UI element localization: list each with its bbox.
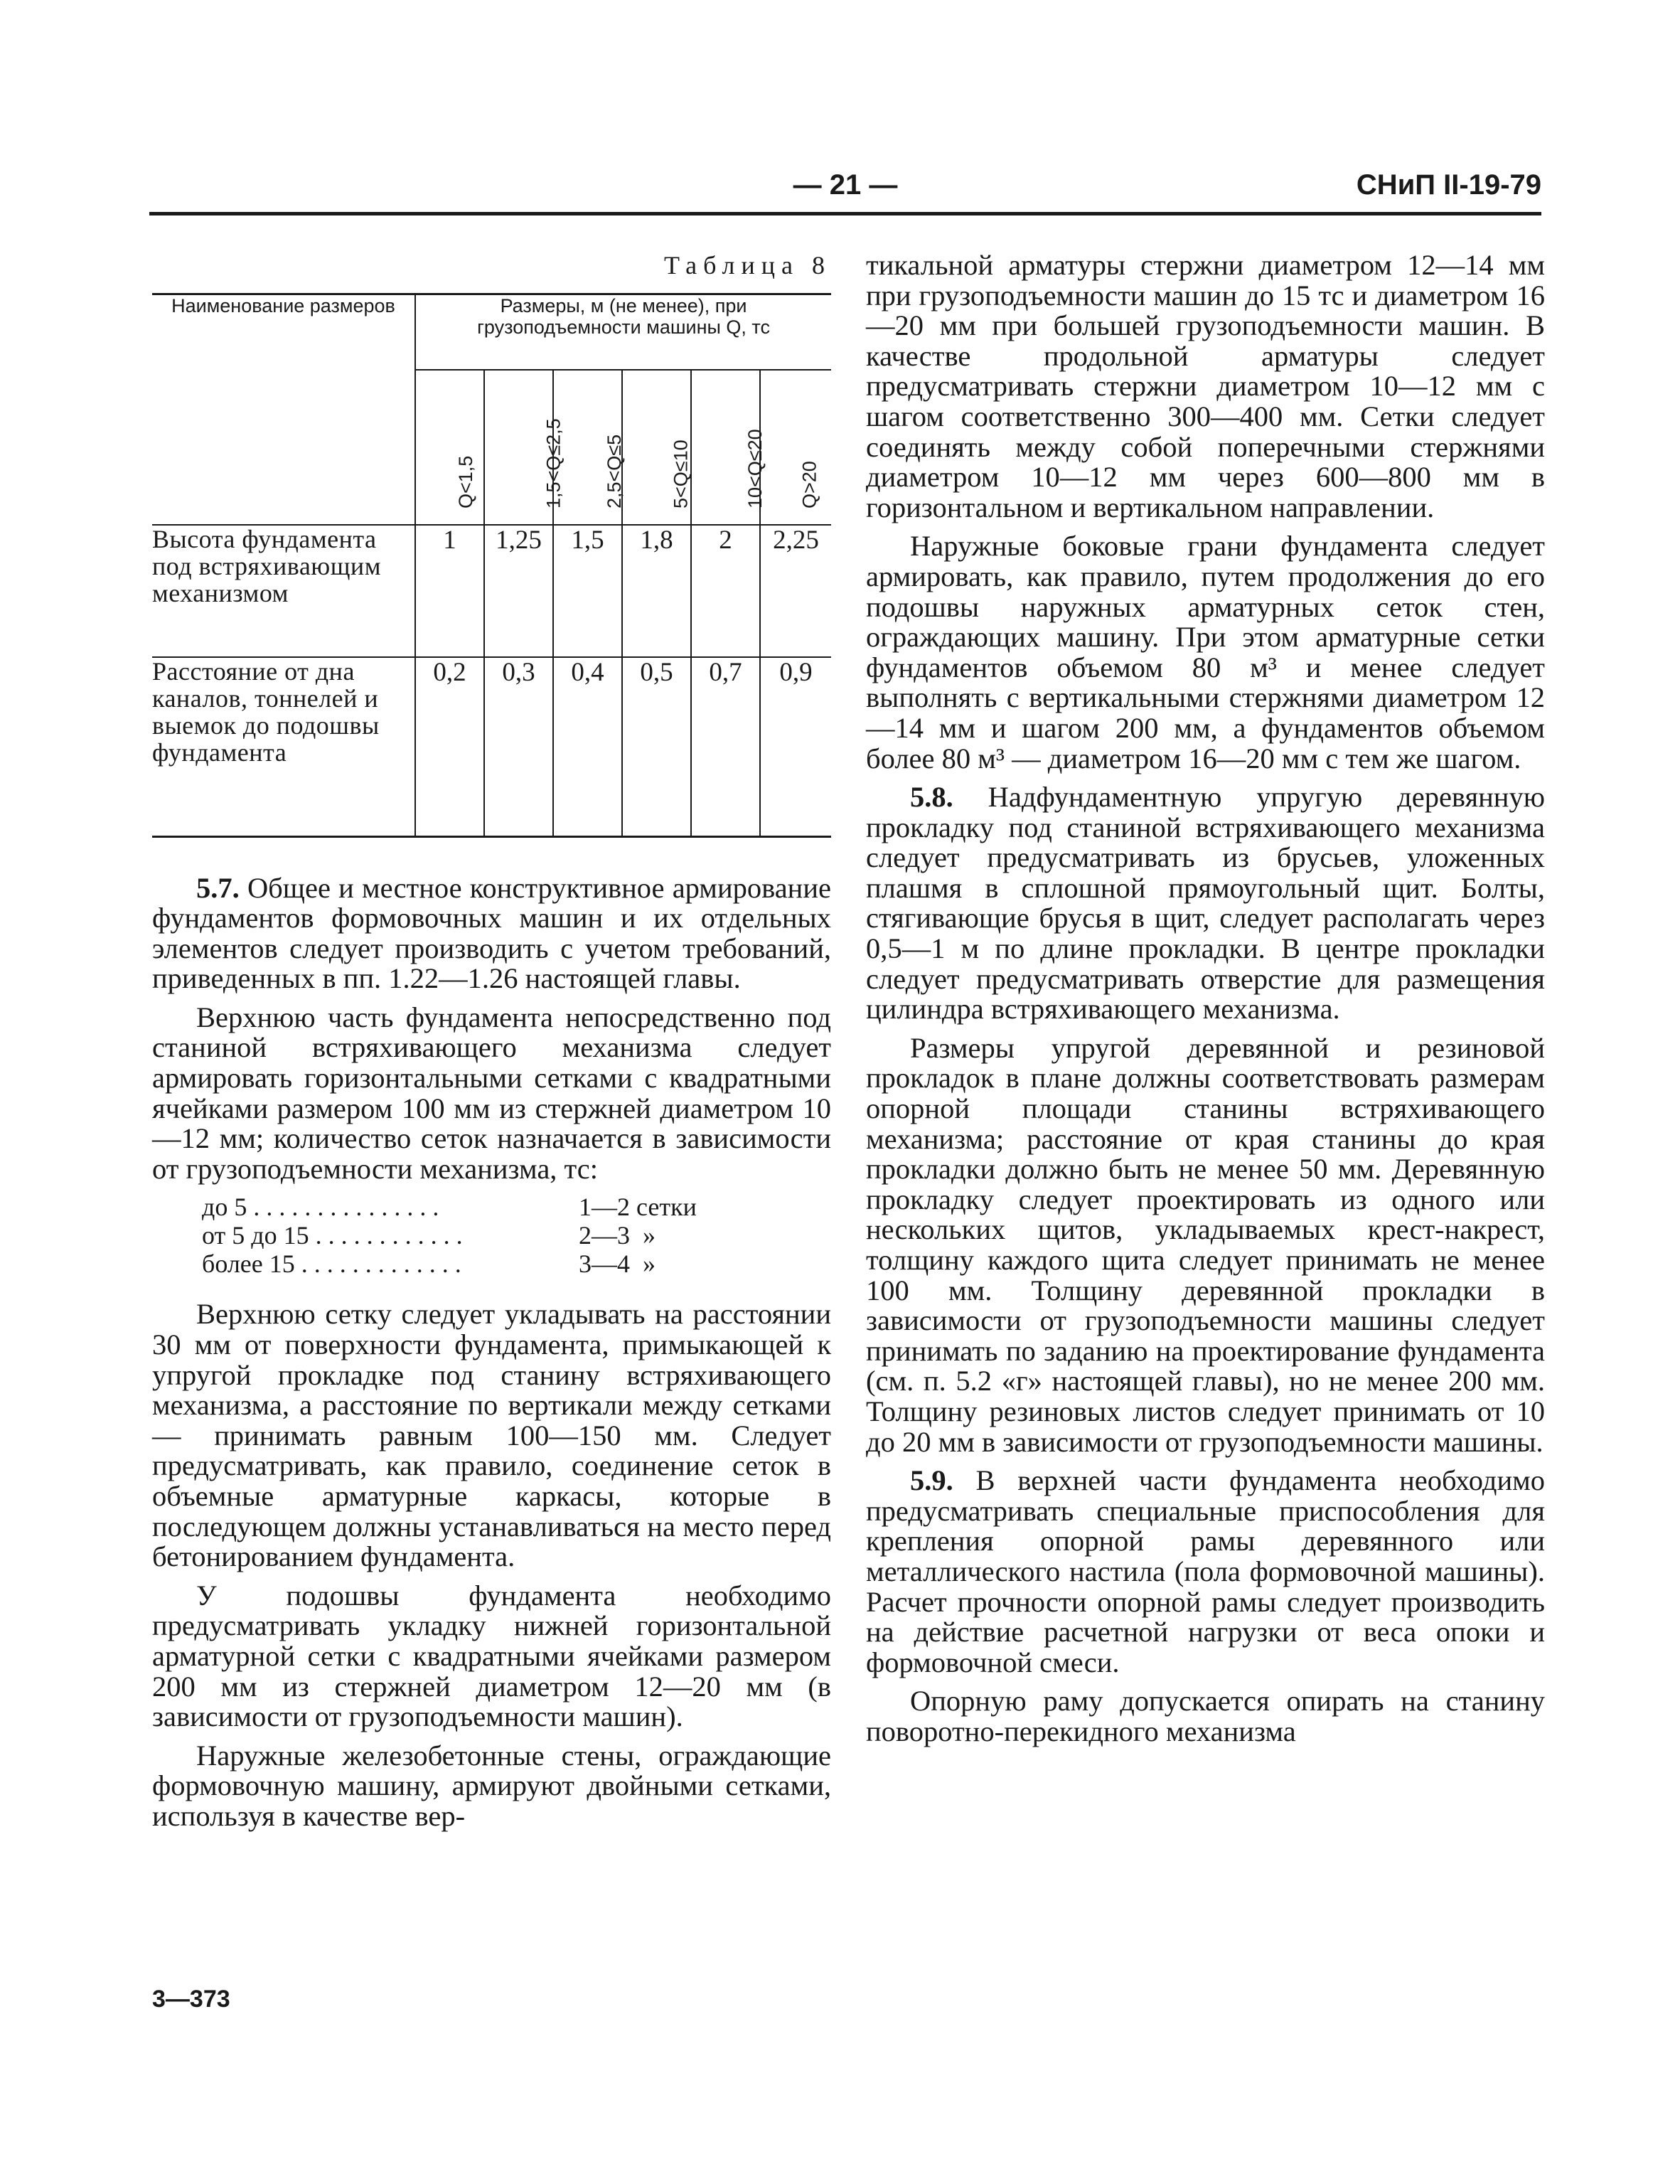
table-cell: 0,7 [691, 657, 760, 836]
table-cell: 0,3 [484, 657, 553, 836]
page-number: — 21 — [793, 169, 898, 201]
table-cell: 0,4 [553, 657, 622, 836]
table-caption: Таблица 8 [664, 251, 831, 279]
column-header-q5: 10<Q≤20 [691, 370, 760, 525]
table-cell: 1,8 [622, 525, 691, 657]
column-header-q4: 5<Q≤10 [622, 370, 691, 525]
paragraph: Размеры упругой деревянной и резиновой прокладок в плане должны соответствовать размерам опорной площади станины встряхивающего механизма; расстояние от края станины до края прокладки должно быть не менее 50 мм. Деревянную прокладку следует проектировать из одного или нескольких щитов, укладываемых крест-накрест, толщину каждого щита следует принимать не менее 100 мм. Толщину деревянной прокладки в зависимости от грузоподъемности машины следует принимать по заданию на проектирование фундамента (см. п. 5.2 «г» настоящей главы), но не менее 200 мм. Толщину резиновых листов следует принимать от 10 до 20 мм в зависимости от грузоподъемности машины. [866, 1031, 1545, 1458]
row-name: Расстояние от дна каналов, тоннелей и выемок до подошвы фундамента [152, 657, 415, 836]
paragraph: У подошвы фундамента необходимо предусматривать укладку нижней горизонтальной арматурной сетки с квадратными ячейками размером 200 мм из стержней диаметром 12—20 мм (в зависимости от грузоподъемности машин). [152, 1579, 831, 1733]
paragraph: Наружные железобетонные стены, ограждающие формовочную машину, армируют двойными сетками, используя в качестве вер- [152, 1739, 831, 1832]
table-row [152, 525, 831, 657]
signature-mark: 3—373 [152, 1986, 230, 2013]
section-number: 5.7. [196, 871, 240, 904]
sieve-count-list [202, 1193, 831, 1278]
table-cell: 0,5 [622, 657, 691, 836]
document-code: СНиП II-19-79 [1356, 169, 1541, 201]
table-row [152, 657, 831, 836]
column-header-q3: 2,5<Q≤5 [553, 370, 622, 525]
list-item: до 5 . . . . . . . . . . . . . . . 1—2 сетки [202, 1193, 697, 1222]
paragraph: Наружные боковые грани фундамента следует армировать, как правило, путем продолжения до его подошвы наружных арматурных сеток стен, ограждающих машину. При этом арматурные сетки фундаментов объемом 80 м³ и менее следует выполнять с вертикальными стержнями диаметром 12—14 мм и шагом 200 мм, а фундаментов объемом более 80 м³ — диаметром 16—20 мм с тем же шагом. [866, 530, 1545, 774]
paragraph: Верхнюю часть фундамента непосредственно под станиной встряхивающего механизма следует армировать горизонтальными сетками с квадратными ячейками размером 100 мм из стержней диаметром 10—12 мм; количество сеток назначается в зависимости от грузоподъемности механизма, тс: [152, 1001, 831, 1185]
list-item: от 5 до 15 . . . . . . . . . . . . 2—3 » [202, 1221, 656, 1250]
column-header-name: Наименование размеров [152, 294, 415, 526]
left-column [152, 250, 831, 1832]
table-cell: 1 [415, 525, 484, 657]
list-item: более 15 . . . . . . . . . . . . . 3—4 » [202, 1250, 656, 1279]
table-cell: 0,9 [760, 657, 831, 836]
column-group-header: Размеры, м (не менее), при грузоподъемности машины Q, тс [415, 294, 831, 371]
header-rule [149, 212, 1541, 215]
paragraph-5-9: 5.9. В верхней части фундамента необходимо предусматривать специальные приспособления для крепления опорной рамы деревянного или металлического настила (пола формовочной машины). Расчет прочности опорной рамы следует производить на действие расчетной нагрузки от веса опоки и формовочной смеси. [866, 1464, 1545, 1678]
column-header-q6: Q>20 [760, 370, 831, 525]
table-cell: 2,25 [760, 525, 831, 657]
paragraph-5-8: 5.8. Надфундаментную упругую деревянную прокладку под станиной встряхивающего механизма следует предусматривать из брусьев, уложенных плашмя в сплошной прямоугольный щит. Болты, стягивающие брусья в щит, следует располагать через 0,5—1 м по длине прокладки. В центре прокладки следует предусматривать отверстие для размещения цилиндра встряхивающего механизма. [866, 781, 1545, 1026]
paragraph: Опорную раму допускается опирать на станину поворотно-перекидного механизма [866, 1685, 1545, 1747]
table-cell: 1,25 [484, 525, 553, 657]
table-cell: 1,5 [553, 525, 622, 657]
row-name: Высота фундамента под встряхивающим механизмом [152, 525, 415, 657]
column-header-q2: 1,5<Q≤2,5 [484, 370, 553, 525]
right-column [866, 250, 1545, 1747]
paragraph: Верхнюю сетку следует укладывать на расстоянии 30 мм от поверхности фундамента, примыкающей к упругой прокладке под станину встряхивающего механизма, а расстояние по вертикали между сетками — принимать равным 100—150 мм. Следует предусматривать, как правило, соединение сеток в объемные арматурные каркасы, которые в последующем должны устанавливаться на место перед бетонированием фундамента. [152, 1298, 831, 1573]
paragraph: тикальной арматуры стержни диаметром 12—14 мм при грузоподъемности машин до 15 тс и диаметром 16—20 мм при большей грузоподъемности машин. В качестве продольной арматуры следует предусматривать стержни диаметром 10—12 мм с шагом соответственно 300—400 мм. Сетки следует соединять между собой поперечными стержнями диаметром 10—12 мм через 600—800 мм в горизонтальном и вертикальном направлении. [866, 249, 1545, 523]
table-cell: 0,2 [415, 657, 484, 836]
column-header-q1: Q<1,5 [415, 370, 484, 525]
table-cell: 2 [691, 525, 760, 657]
table-8 [152, 293, 831, 838]
section-number: 5.8. [910, 781, 953, 814]
paragraph-5-7: 5.7. Общее и местное конструктивное армирование фундаментов формовочных машин и их отдельных элементов следует производить с учетом требований, приведенных в пп. 1.22—1.26 настоящей главы. [152, 871, 831, 995]
section-number: 5.9. [910, 1464, 953, 1497]
